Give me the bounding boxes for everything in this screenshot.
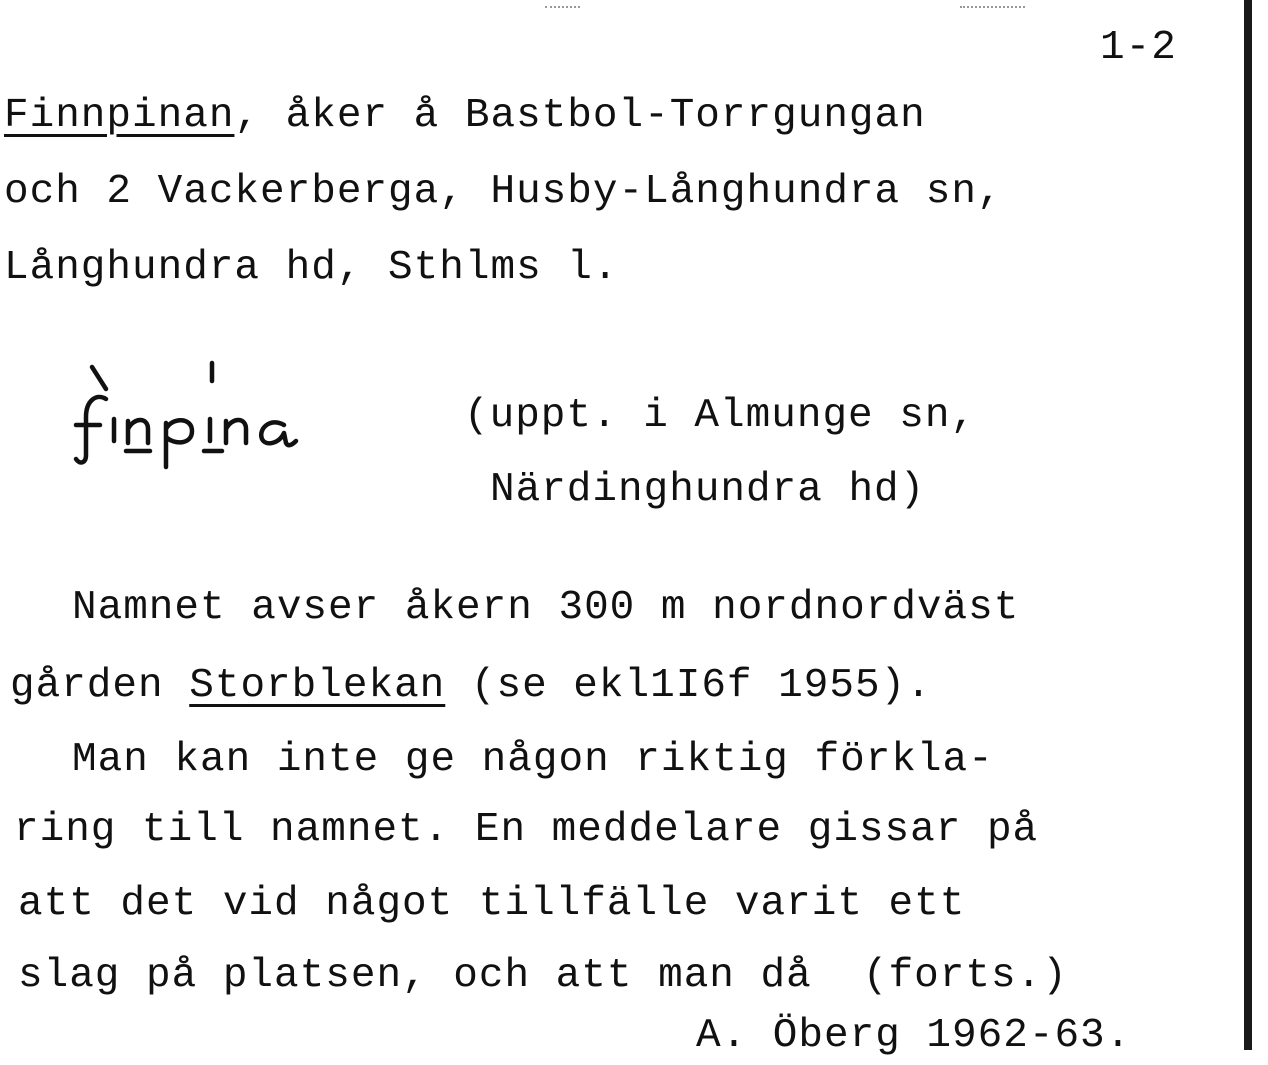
heading-line-2: och 2 Vackerberga, Husby-Långhundra sn, bbox=[4, 169, 1003, 215]
body-line-2 bbox=[10, 662, 932, 710]
card-edge-rule bbox=[1244, 0, 1252, 1050]
top-edge-mark bbox=[960, 6, 1025, 10]
body-line-5: att det vid något tillfälle varit ett bbox=[18, 881, 966, 927]
body-line-4: ring till namnet. En meddelare gissar på bbox=[14, 807, 1039, 853]
heading-line-3: Långhundra hd, Sthlms l. bbox=[4, 245, 619, 291]
body-line-1: Namnet avser åkern 300 m nordnordväst bbox=[72, 585, 1020, 631]
pronunciation-note-line-2: Närdinghundra hd) bbox=[490, 467, 926, 513]
place-name: Finnpinan bbox=[4, 93, 235, 139]
signature: A. Öberg 1962-63. bbox=[696, 1013, 1132, 1059]
pronunciation-note-line-1: (uppt. i Almunge sn, bbox=[464, 393, 977, 439]
card-number: 1-2 bbox=[1100, 25, 1177, 71]
body-line-2-prefix: gården bbox=[10, 663, 190, 709]
farm-name: Storblekan bbox=[189, 663, 446, 709]
top-edge-mark bbox=[545, 6, 580, 10]
body-line-2-suffix: (se ekl1I6f 1955). bbox=[445, 663, 932, 709]
handwritten-pronunciation bbox=[70, 355, 330, 475]
body-line-3: Man kan inte ge någon riktig förkla- bbox=[72, 737, 994, 783]
body-line-6: slag på platsen, och att man då (forts.) bbox=[18, 953, 1068, 999]
heading-line-1-rest: , åker å Bastbol-Torrgungan bbox=[234, 93, 926, 139]
heading-line-1 bbox=[4, 92, 926, 140]
